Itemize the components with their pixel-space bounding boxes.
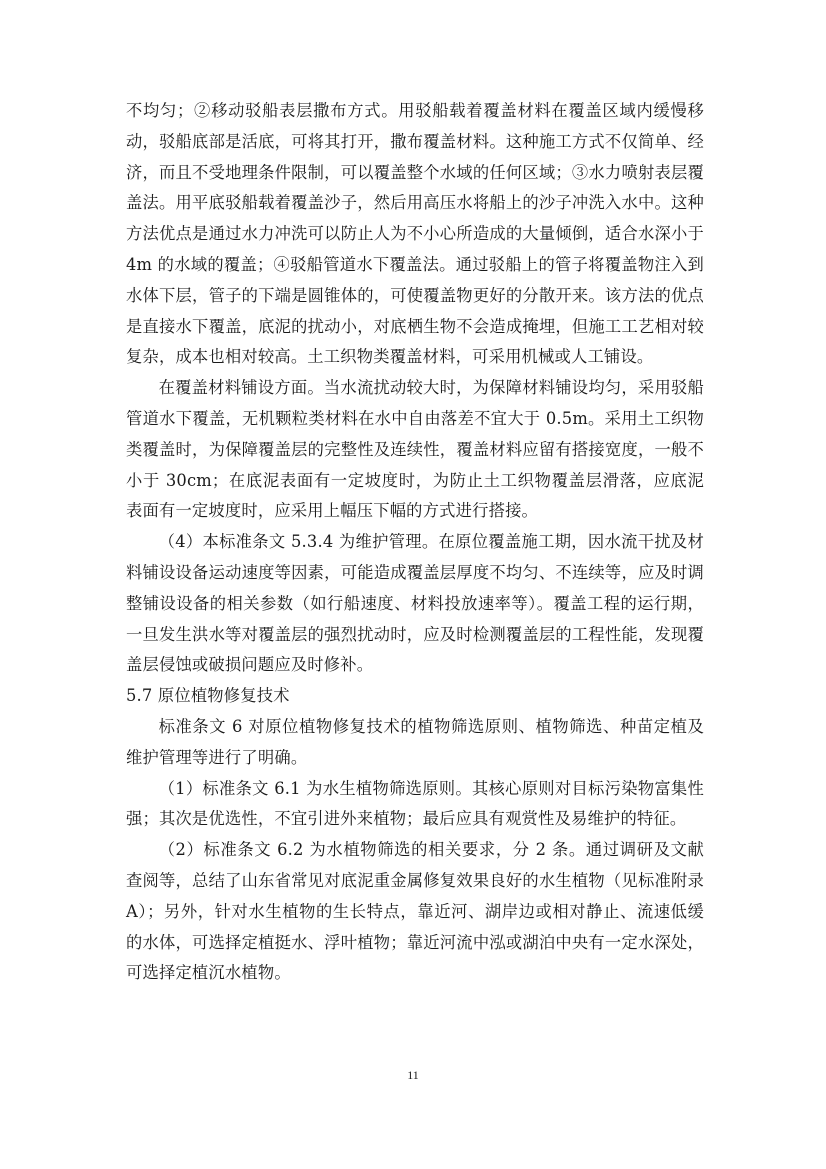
paragraph-2: 在覆盖材料铺设方面。当水流扰动较大时，为保障材料铺设均匀，采用驳船管道水下覆盖，无机颗粒类材料在水中自由落差不宜大于 0.5m。采用土工织物类覆盖时，为保障覆盖层的完整性及连续性，覆盖材料应留有搭接宽度，一般不小于 30cm；在底泥表面有一定坡度时，为防止土工织物覆盖层滑落，应底泥表面有一定坡度时，应采用上幅压下幅的方式进行搭接。 xyxy=(126,378,704,521)
paragraph-4: 标准条文 6 对原位植物修复技术的植物筛选原则、植物筛选、种苗定植及维护管理等进行了明确。 xyxy=(126,716,704,767)
paragraph-6: （2）标准条文 6.2 为水植物筛选的相关要求，分 2 条。通过调研及文献查阅等，总结了山东省常见对底泥重金属修复效果良好的水生植物（见标准附录 A）；另外，针对水生植物的生长特点，靠近河、湖岸边或相对静止、流速低缓的水体，可选择定植挺水、浮叶植物；靠近河流中泓或湖泊中央有一定水深处，可选择定植沉水植物。 xyxy=(126,840,704,983)
body-text xyxy=(126,96,704,989)
paragraph-3: （4）本标准条文 5.3.4 为维护管理。在原位覆盖施工期，因水流干扰及材料铺设设备运动速度等因素，可能造成覆盖层厚度不均匀、不连续等，应及时调整铺设设备的相关参数（如行船速度、材料投放速率等）。覆盖工程的运行期，一旦发生洪水等对覆盖层的强烈扰动时，应及时检测覆盖层的工程性能，发现覆盖层侵蚀或破损问题应及时修补。 xyxy=(126,532,704,675)
section-heading: 5.7 原位植物修复技术 xyxy=(126,686,290,706)
paragraph-1: 不均匀；②移动驳船表层撒布方式。用驳船载着覆盖材料在覆盖区域内缓慢移动，驳船底部是活底，可将其打开，撒布覆盖材料。这种施工方式不仅简单、经济，而且不受地理条件限制，可以覆盖整个水域的任何区域；③水力喷射表层覆盖法。用平底驳船载着覆盖沙子，然后用高压水将船上的沙子冲洗入水中。这种方法优点是通过水力冲洗可以防止人为不小心所造成的大量倾倒，适合水深小于 4m 的水域的覆盖；④驳船管道水下覆盖法。通过驳船上的管子将覆盖物注入到水体下层，管子的下端是圆锥体的，可使覆盖物更好的分散开来。该方法的优点是直接水下覆盖，底泥的扰动小，对底栖生物不会造成掩埋，但施工工艺相对较复杂，成本也相对较高。土工织物类覆盖材料，可采用机械或人工铺设。 xyxy=(126,101,704,367)
page-number: 11 xyxy=(407,1068,419,1082)
paragraph-5: （1）标准条文 6.1 为水生植物筛选原则。其核心原则对目标污染物富集性强；其次是优选性，不宜引进外来植物；最后应具有观赏性及易维护的特征。 xyxy=(126,778,704,829)
